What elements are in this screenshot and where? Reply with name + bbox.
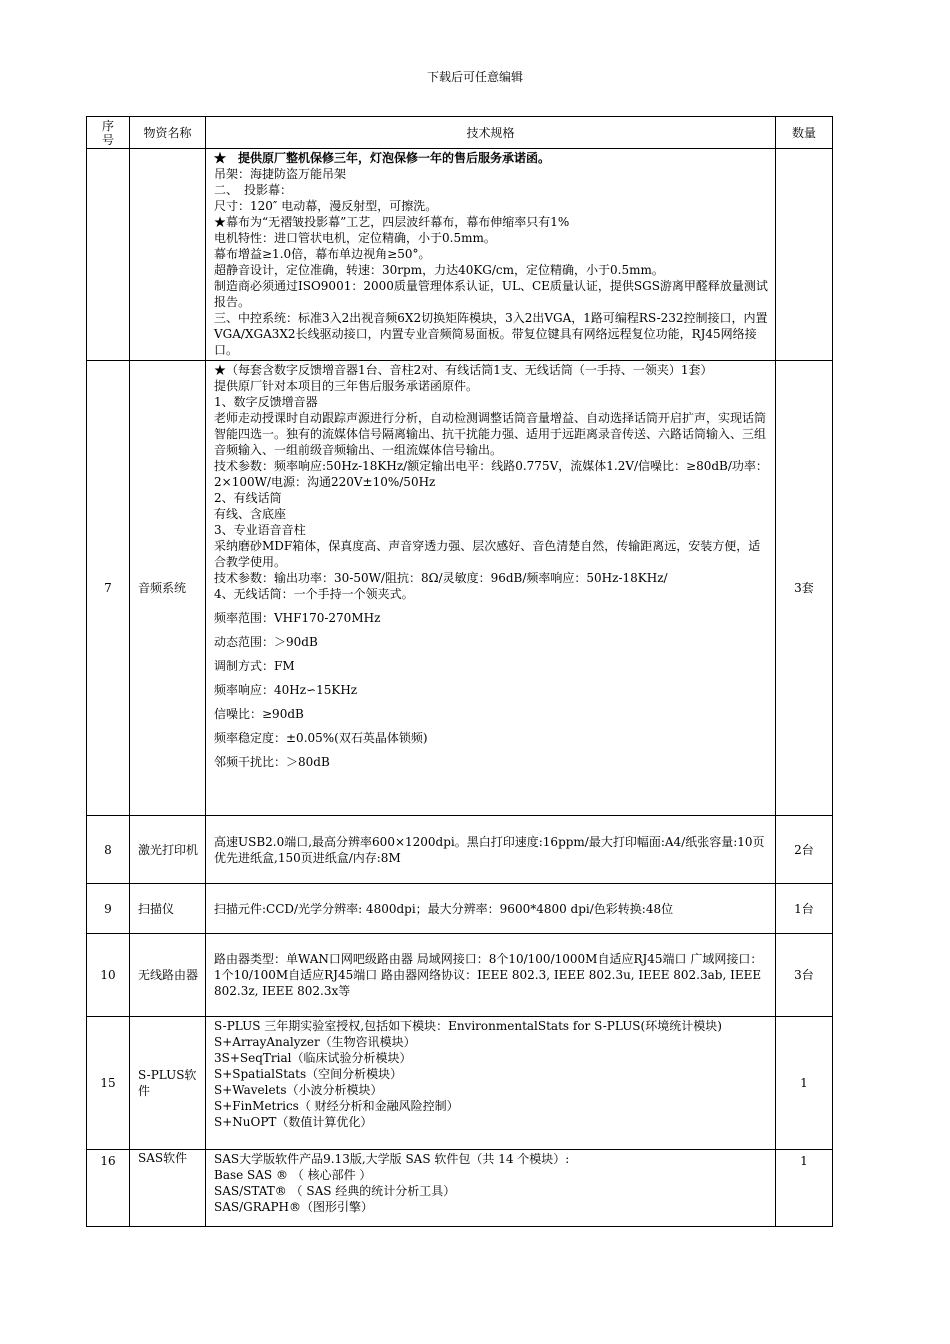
- row-qty: 1: [776, 1017, 833, 1150]
- row-qty: 2台: [776, 816, 833, 884]
- table-row: [87, 1017, 833, 1150]
- row-spec: [206, 361, 776, 816]
- spec-line: 3S+SeqTrial（临床试验分析模块）: [214, 1051, 412, 1065]
- spec-line: 老师走动授课时自动跟踪声源进行分析，自动检测调整话筒音量增益、自动选择话筒开启扩声，实现话筒智能四选一。独有的流媒体信号隔离输出、抗干扰能力强、适用于远距离录音传送、六路话筒输入、三组音频输入、一组前级音频输出、一组流媒体信号输出。: [214, 411, 767, 457]
- table-row: [87, 361, 833, 816]
- param-line: 调制方式：FM: [214, 659, 295, 673]
- table-row: [87, 1150, 833, 1227]
- table-header-row: [87, 117, 833, 149]
- param-line: 动态范围：＞90dB: [214, 635, 318, 649]
- spec-line: S+FinMetrics（ 财经分析和金融风险控制）: [214, 1099, 459, 1113]
- row-spec: [206, 1017, 776, 1150]
- table-row: [87, 934, 833, 1017]
- spec-line: SAS/STAT® （ SAS 经典的统计分析工具）: [214, 1184, 456, 1198]
- row-qty: 1台: [776, 884, 833, 934]
- row-qty: 1: [776, 1150, 833, 1227]
- row-name: S-PLUS软件: [130, 1017, 206, 1150]
- spec-line: ★幕布为“无褶皱投影幕”工艺，四层波纤幕布，幕布伸缩率只有1%: [214, 215, 570, 229]
- row-name: [130, 149, 206, 361]
- table-row: [87, 816, 833, 884]
- spec-line: 采纳磨砂MDF箱体，保真度高、声音穿透力强、层次感好、音色清楚自然，传输距离远，安装方便，适合教学使用。: [214, 539, 761, 569]
- spec-line: S-PLUS 三年期实验室授权,包括如下模块：EnvironmentalStats for S-PLUS(环境统计模块): [214, 1019, 722, 1033]
- header-name: 物资名称: [130, 117, 206, 149]
- row-spec: 扫描元件:CCD/光学分辨率: 4800dpi；最大分辨率：9600*4800 dpi/色彩转换:48位: [206, 884, 776, 934]
- spec-line: S+ArrayAnalyzer（生物咨讯模块）: [214, 1035, 416, 1049]
- spec-line: S+SpatialStats（空间分析模块）: [214, 1067, 403, 1081]
- row-seq: 8: [87, 816, 130, 884]
- row-spec: [206, 1150, 776, 1227]
- spec-table: [86, 116, 833, 1227]
- row-seq: 16: [87, 1150, 130, 1227]
- table-row: [87, 149, 833, 361]
- spec-line: 尺寸：120″ 电动幕，漫反射型，可擦洗。: [214, 199, 438, 213]
- page-header: 下载后可任意编辑: [426, 70, 523, 84]
- row-qty: 3套: [776, 361, 833, 816]
- spec-line: 提供原厂针对本项目的三年售后服务承诺函原件。: [214, 379, 479, 393]
- row-seq: 7: [87, 361, 130, 816]
- spec-line: ★（每套含数字反馈增音器1台、音柱2对、有线话筒1支、无线话筒（一手持、一领夹）1套）: [214, 363, 713, 377]
- spec-line: 有线、含底座: [214, 507, 287, 521]
- param-line: 频率稳定度：±0.05%(双石英晶体锁频): [214, 731, 428, 745]
- row-spec: [206, 149, 776, 361]
- spec-line: S+NuOPT（数值计算优化）: [214, 1115, 373, 1129]
- spec-line: 1、数字反馈增音器: [214, 395, 318, 409]
- row-seq: [87, 149, 130, 361]
- param-line: 邻频干扰比：＞80dB: [214, 755, 330, 769]
- spec-line: SAS/GRAPH®（图形引擎）: [214, 1200, 373, 1214]
- row-name: 扫描仪: [130, 884, 206, 934]
- row-name: 音频系统: [130, 361, 206, 816]
- param-line: 频率响应：40Hz∽15KHz: [214, 683, 358, 697]
- spec-line: SAS大学版软件产品9.13版,大学版 SAS 软件包（共 14 个模块）:: [214, 1152, 570, 1166]
- spec-line: Base SAS ® （ 核心部件 ）: [214, 1168, 372, 1182]
- spec-line: 3、专业语音音柱: [214, 523, 306, 537]
- spec-line: S+Wavelets（小波分析模块）: [214, 1083, 383, 1097]
- spec-line: 制造商必须通过ISO9001：2000质量管理体系认证，UL、CE质量认证，提供SGS游离甲醛释放量测试报告。: [214, 279, 768, 309]
- row-seq: 10: [87, 934, 130, 1017]
- spec-line: 技术参数：输出功率：30-50W/阻抗：8Ω/灵敏度：96dB/频率响应：50Hz-18KHz/: [214, 571, 668, 585]
- spec-line: 4、无线话筒：一个手持一个领夹式。: [214, 587, 414, 601]
- spec-line: 幕布增益≥1.0倍，幕布单边视角≥50°。: [214, 247, 431, 261]
- spec-line: 吊架：海捷防盗万能吊架: [214, 167, 347, 181]
- row-spec: 路由器类型：单WAN口网吧级路由器 局域网接口：8个10/100/1000M自适应RJ45端口 广域网接口：1个10/100M自适应RJ45端口 路由器网络协议：IEEE 802.3, IEEE 802.3u, IEEE 802.3ab, IEEE 802.3z, IEEE 802.3x等: [206, 934, 776, 1017]
- param-line: 信噪比：≥90dB: [214, 707, 304, 721]
- row-name: 激光打印机: [130, 816, 206, 884]
- row-qty: [776, 149, 833, 361]
- spec-line: 超静音设计，定位准确，转速：30rpm，力达40KG/cm，定位精确，小于0.5mm。: [214, 263, 664, 277]
- row-seq: 9: [87, 884, 130, 934]
- header-qty: 数量: [776, 117, 833, 149]
- row-qty: 3台: [776, 934, 833, 1017]
- row-seq: 15: [87, 1017, 130, 1150]
- spec-line: 二、 投影幕：: [214, 183, 293, 197]
- spec-line: 2、有线话筒: [214, 491, 282, 505]
- row-name: 无线路由器: [130, 934, 206, 1017]
- spec-line: ★ 提供原厂整机保修三年，灯泡保修一年的售后服务承诺函。: [214, 151, 551, 165]
- header-seq: 序号: [87, 117, 130, 149]
- table-row: [87, 884, 833, 934]
- row-name: SAS软件: [130, 1150, 206, 1227]
- spec-line: 电机特性：进口管状电机，定位精确，小于0.5mm。: [214, 231, 496, 245]
- spec-line: 技术参数：频率响应:50Hz-18KHz/额定输出电平：线路0.775V，流媒体1.2V/信噪比：≥80dB/功率：2×100W/电源：沟通220V±10%/50Hz: [214, 459, 768, 489]
- header-spec: 技术规格: [206, 117, 776, 149]
- row-spec: 高速USB2.0端口,最高分辨率600×1200dpi。黑白打印速度:16ppm/最大打印幅面:A4/纸张容量:10页优先进纸盒,150页进纸盒/内存:8M: [206, 816, 776, 884]
- spec-line: 三、中控系统：标准3入2出视音频6X2切换矩阵模块，3入2出VGA，1路可编程RS-232控制接口，内置VGA/XGA3X2长线驱动接口，内置专业音频简易面板。带复位键具有网络远程复位功能，RJ45网络接口。: [214, 311, 768, 357]
- param-line: 频率范围：VHF170-270MHz: [214, 611, 381, 625]
